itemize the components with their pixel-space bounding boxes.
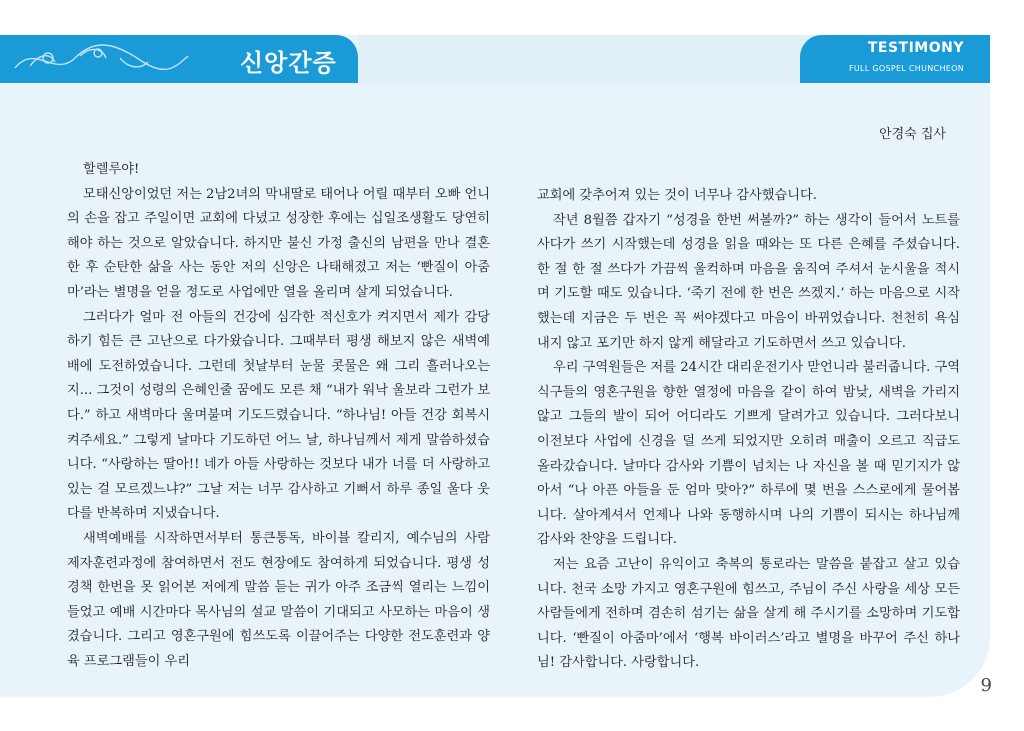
paragraph: 새벽예배를 시작하면서부터 통큰통독, 바이블 칼리지, 예수님의 사람 제자훈련과정에 참여하면서 전도 현장에도 참여하게 되었습니다. 평생 성경책 한번을 못 읽어본 저에게 말씀 듣는 귀가 아주 조금씩 열리는 느낌이 들었고 예배 시간마다 목사님의 설교 말씀이 기대되고 사모하는 마음이 생겼습니다. 그리고 영혼구원에 힘쓰도록 이끌어주는 다양한 전도훈련과 양육 프로그램들이 우리 [67, 530, 490, 669]
paragraph: 그러다가 얼마 전 아들의 건강에 심각한 적신호가 켜지면서 제가 감당하기 힘든 큰 고난으로 다가왔습니다. 그때부터 평생 해보지 않은 새벽예배에 도전하였습니다. 그런데 첫날부터 눈물 콧물은 왜 그리 흘러나오는지... 그것이 성령의 은혜인줄 꿈에도 모른 채 “내가 워낙 울보라 그런가 보다.” 하고 새벽마다 울며불며 기도드렸습니다. “하나님! 아들 건강 회복시켜주세요.” 그렇게 날마다 기도하던 어느 날, 하나님께서 제게 말씀하셨습니다. “사랑하는 딸아!! 네가 아들 사랑하는 것보다 내가 너를 더 사랑하고 있는 걸 모르겠느냐?” 그날 저는 너무 감사하고 기뻐서 하루 종일 울다 웃다를 반복하며 지냈습니다. [67, 309, 490, 522]
paragraph: 작년 8월쯤 갑자기 “성경을 한번 써볼까?” 하는 생각이 들어서 노트를 사다가 쓰기 시작했는데 성경을 읽을 때와는 또 다른 은혜를 주셨습니다. 한 절 한 절 쓰다가 가끔씩 울컥하며 마음을 움직여 주셔서 눈시울을 적시며 기도할 때도 있습니다. ‘죽기 전에 한 번은 쓰겠지.’ 하는 마음으로 시작했는데 지금은 두 번은 꼭 써야겠다고 마음이 바뀌었습니다. 천천히 욕심 내지 않고 포기만 하지 않게 해달라고 기도하면서 쓰고 있습니다. [537, 212, 960, 351]
left-column [67, 158, 490, 674]
brand-sub: FULL GOSPEL CHUNCHEON [848, 64, 964, 73]
paragraph: 교회에 갖추어져 있는 것이 너무나 감사했습니다. [537, 188, 817, 203]
flourish-ornament-icon [10, 38, 190, 80]
paragraph: 우리 구역원들은 저를 24시간 대리운전기사 맏언니라 불러줍니다. 구역식구들의 영혼구원을 향한 열정에 마음을 같이 하여 밤낮, 새벽을 가리지 않고 그들의 발이 되어 어디라도 기쁘게 달려가고 있습니다. 그러다보니 이전보다 사업에 신경을 덜 쓰게 되었지만 오히려 매출이 오르고 직급도 올라갔습니다. 날마다 감사와 기쁨이 넘치는 나 자신을 볼 때 믿기지가 않아서 “나 아픈 아들을 둔 엄마 맞아?” 하루에 몇 번을 스스로에게 물어봅니다. 살아계셔서 언제나 나와 동행하시며 나의 기쁨이 되시는 하나님께 감사와 찬양을 드립니다. [537, 360, 961, 548]
page-number: 9 [980, 675, 992, 696]
section-title: 신앙간증 [240, 49, 337, 77]
paragraph: 저는 요즘 고난이 유익이고 축복의 통로라는 말씀을 붙잡고 살고 있습니다. 천국 소망 가지고 영혼구원에 힘쓰고, 주님이 주신 사랑을 세상 모든 사람들에게 전하며 겸손히 섬기는 삶을 살게 해 주시기를 소망하며 기도합니다. ‘빤질이 아줌마’에서 ‘행복 바이러스’라고 별명을 바꾸어 주신 하나님! 감사합니다. 사랑합니다. [537, 556, 960, 671]
brand-label [849, 40, 964, 73]
author-name: 안경숙 집사 [879, 127, 946, 142]
paragraph: 모태신앙이었던 저는 2남2녀의 막내딸로 태어나 어릴 때부터 오빠 언니의 손을 잡고 주일이면 교회에 다녔고 성장한 후에는 십일조생활도 당연히 해야 하는 것으로 알았습니다. 하지만 불신 가정 출신의 남편을 만나 결혼한 후 순탄한 삶을 사는 동안 저의 신앙은 나태해졌고 저는 ‘빤질이 아줌마’라는 별명을 얻을 정도로 사업에만 열을 올리며 살게 되었습니다. [67, 186, 491, 300]
right-column [537, 184, 960, 676]
brand-main: TESTIMONY [867, 40, 964, 56]
paragraph: 할렐루야! [83, 162, 140, 177]
